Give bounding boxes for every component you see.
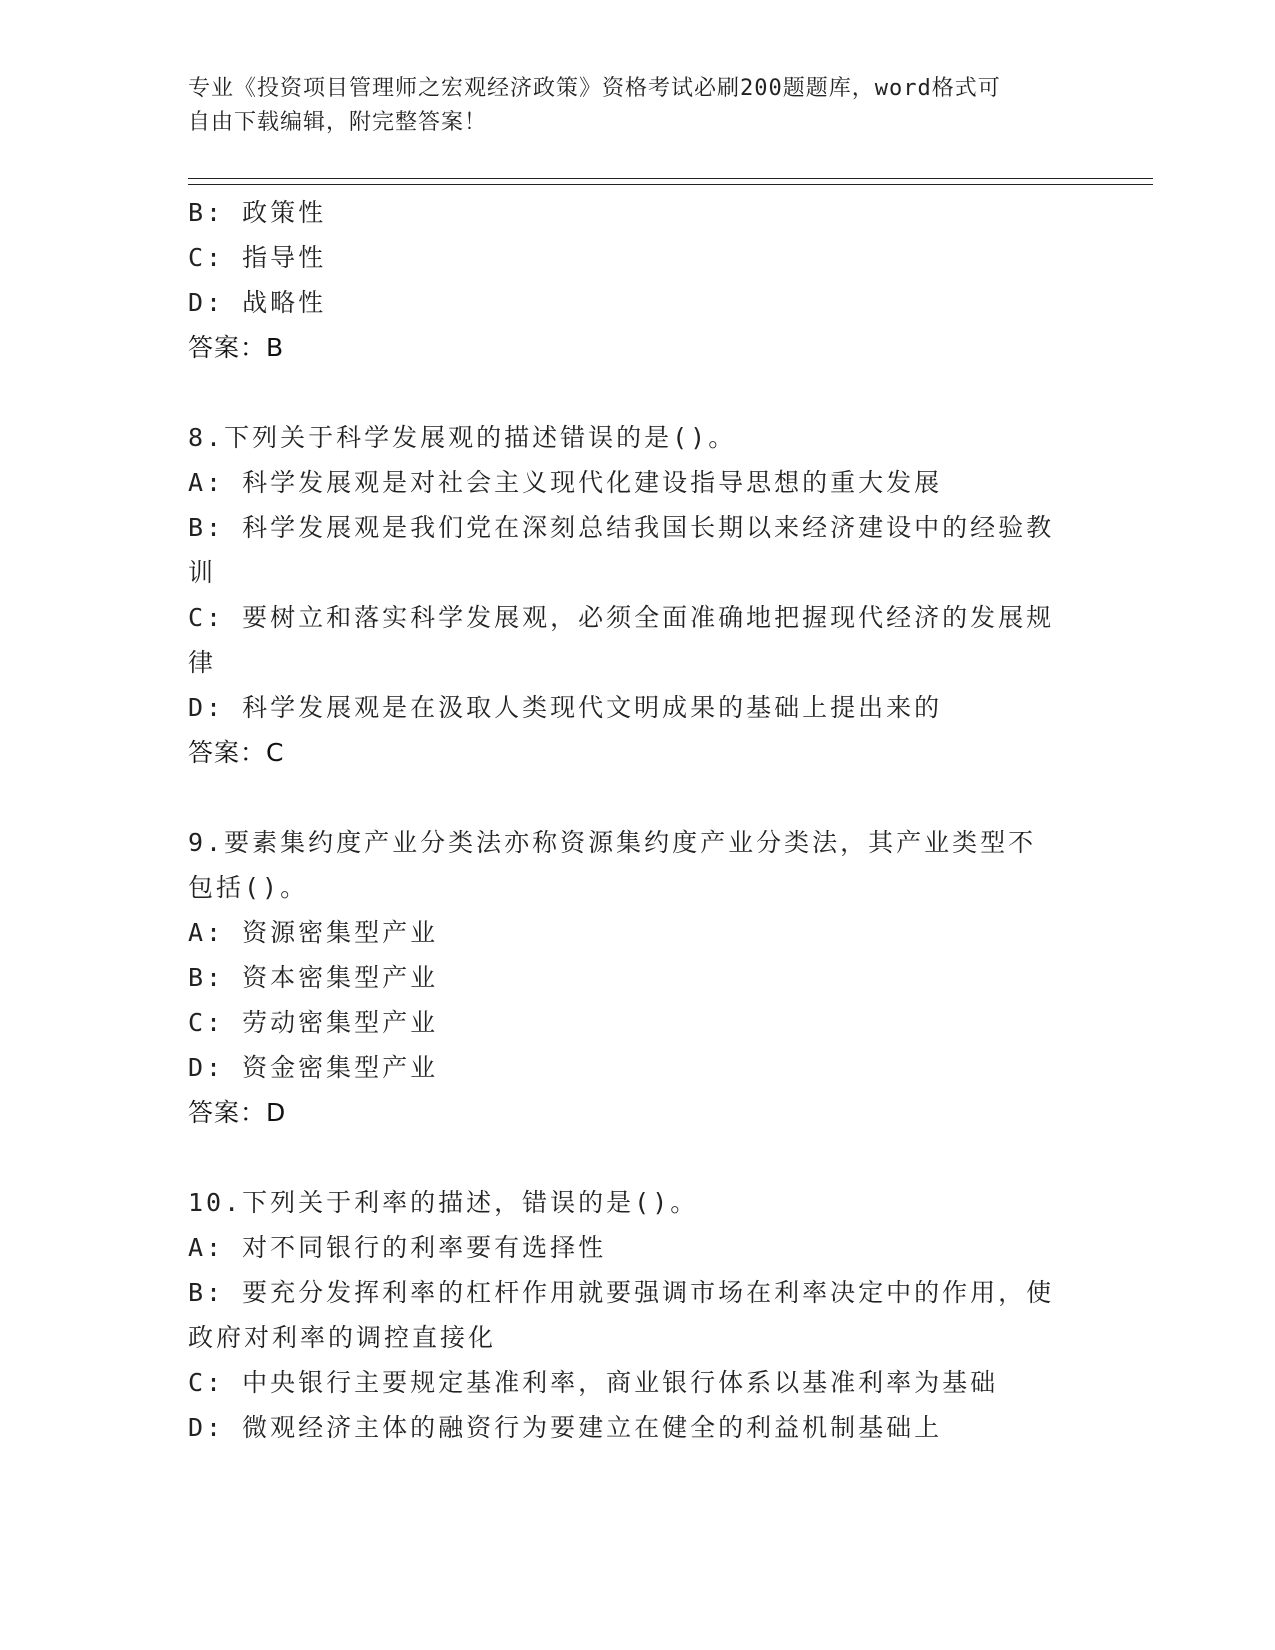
option-c: C: 指导性	[188, 243, 327, 272]
option-d: D: 科学发展观是在汲取人类现代文明成果的基础上提出来的	[188, 693, 943, 722]
question-stem: 9.要素集约度产业分类法亦称资源集约度产业分类法，其产业类型不	[188, 828, 1037, 857]
header-line-2: 自由下载编辑，附完整答案！	[188, 110, 488, 135]
question-stem: 8.下列关于科学发展观的描述错误的是()。	[188, 423, 737, 452]
header-line-1: 专业《投资项目管理师之宏观经济政策》资格考试必刷200题题库，word格式可	[188, 76, 1001, 101]
option-c-continued: 律	[188, 648, 217, 677]
header-divider-bottom	[188, 184, 1153, 185]
answer-line: 答案：D	[188, 1098, 287, 1127]
document-header	[188, 72, 1068, 140]
question-stem: 10.下列关于利率的描述，错误的是()。	[188, 1188, 699, 1217]
question-10	[188, 1180, 1088, 1450]
option-b: B: 政策性	[188, 198, 327, 227]
option-d: D: 资金密集型产业	[188, 1053, 439, 1082]
question-8	[188, 415, 1088, 775]
option-b-continued: 训	[188, 558, 217, 587]
question-9	[188, 820, 1088, 1135]
option-d: D: 战略性	[188, 288, 327, 317]
question-stem-continued: 包括()。	[188, 873, 309, 902]
option-b: B: 资本密集型产业	[188, 963, 439, 992]
question-list	[188, 190, 1088, 1450]
answer-line: 答案：C	[188, 738, 285, 767]
option-a: A: 资源密集型产业	[188, 918, 439, 947]
option-b: B: 要充分发挥利率的杠杆作用就要强调市场在利率决定中的作用，使	[188, 1278, 1055, 1307]
option-b: B: 科学发展观是我们党在深刻总结我国长期以来经济建设中的经验教	[188, 513, 1055, 542]
option-b-continued: 政府对利率的调控直接化	[188, 1323, 497, 1352]
option-d: D: 微观经济主体的融资行为要建立在健全的利益机制基础上	[188, 1413, 943, 1442]
option-c: C: 劳动密集型产业	[188, 1008, 439, 1037]
option-c: C: 中央银行主要规定基准利率，商业银行体系以基准利率为基础	[188, 1368, 999, 1397]
answer-line: 答案：B	[188, 333, 285, 362]
option-a: A: 科学发展观是对社会主义现代化建设指导思想的重大发展	[188, 468, 943, 497]
option-a: A: 对不同银行的利率要有选择性	[188, 1233, 607, 1262]
question-7-continued	[188, 190, 1088, 370]
option-c: C: 要树立和落实科学发展观，必须全面准确地把握现代经济的发展规	[188, 603, 1055, 632]
header-divider-top	[188, 178, 1153, 179]
